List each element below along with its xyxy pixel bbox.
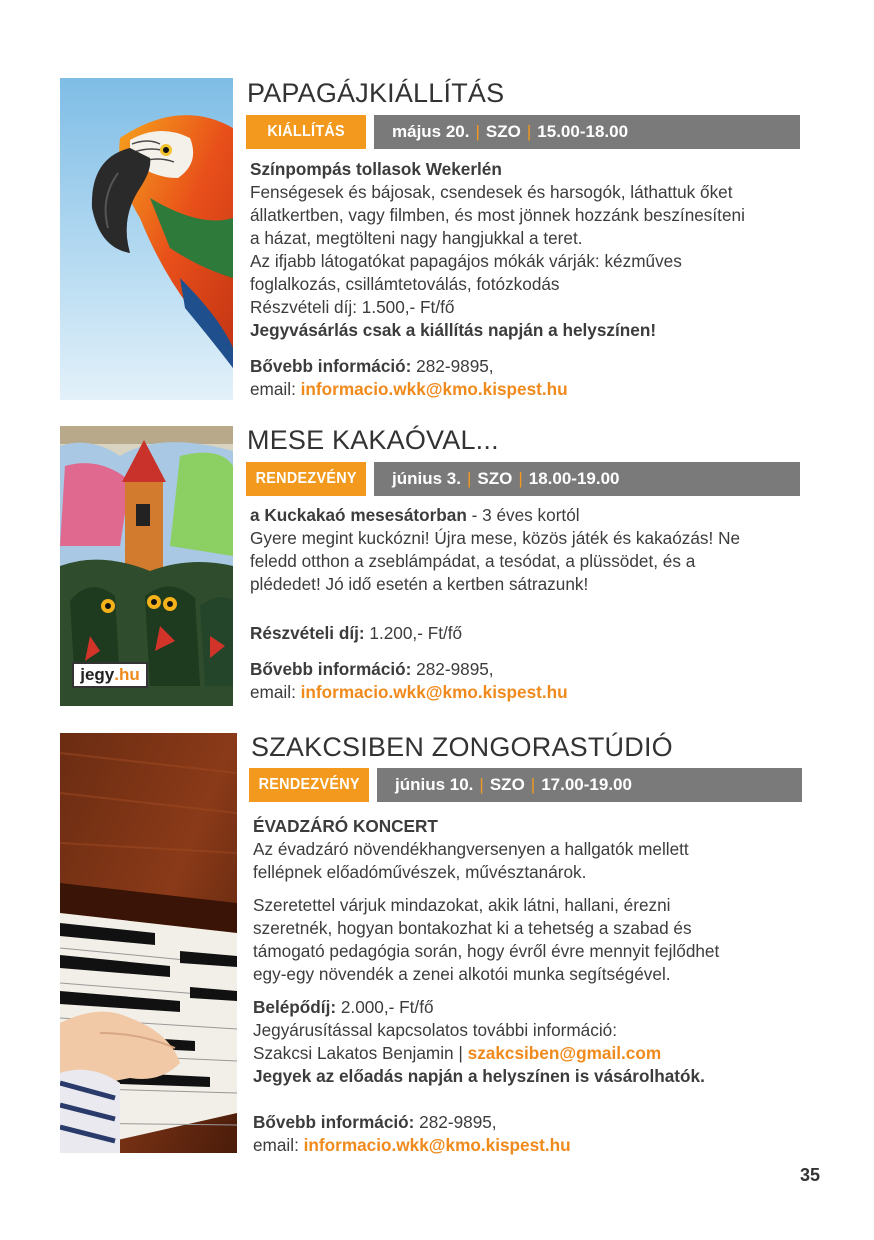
piano-photo <box>60 733 237 1153</box>
body-line: a házat, megtölteni nagy hangjukkal a teret. <box>250 228 583 248</box>
body-line: Szeretettel várjuk mindazokat, akik látni, hallani, érezni <box>253 895 671 915</box>
category-tag: RENDEZVÉNY <box>249 768 369 802</box>
phone: 282-9895, <box>416 356 494 376</box>
section-body <box>250 504 810 704</box>
email-label: email: <box>250 379 296 399</box>
fee-value: 1.200,- Ft/fő <box>369 623 463 643</box>
email-label: email: <box>250 682 296 702</box>
ticket-note: Jegyek az előadás napján a helyszínen is vásárolhatók. <box>253 1066 705 1086</box>
body-line: szeretnék, hogyan bontakozhat ki a tehetség a szabad és <box>253 918 692 938</box>
phone: 282-9895, <box>416 659 494 679</box>
category-tag: RENDEZVÉNY <box>246 462 366 496</box>
event-info-bar <box>246 115 800 149</box>
section-title: PAPAGÁJKIÁLLÍTÁS <box>247 78 505 108</box>
event-day: SZO <box>485 122 521 141</box>
body-line: foglalkozás, csillámtetoválás, fotózkodás <box>250 274 560 294</box>
contact-email-link[interactable]: szakcsiben@gmail.com <box>467 1043 662 1063</box>
body-line: Az évadzáró növendékhangversenyen a hallgatók mellett <box>253 839 689 859</box>
email-link[interactable]: informacio.wkk@kmo.kispest.hu <box>303 1135 571 1155</box>
date-time: május 20. | SZO | 15.00-18.00 <box>374 115 800 149</box>
fee-label: Részvételi díj: <box>250 623 365 643</box>
ticket-info: Jegyárusítással kapcsolatos további információ: <box>253 1020 617 1040</box>
fee-value: 2.000,- Ft/fő <box>340 997 434 1017</box>
page-number: 35 <box>799 1165 820 1185</box>
event-date: május 20. <box>392 122 470 141</box>
section-title: MESE KAKAÓVAL... <box>247 425 499 455</box>
event-time: 18.00-19.00 <box>528 469 620 488</box>
phone: 282-9895, <box>419 1112 497 1132</box>
contact-name: Szakcsi Lakatos Benjamin | <box>253 1043 468 1063</box>
age-info: - 3 éves kortól <box>466 505 580 525</box>
date-time: június 3. | SZO | 18.00-19.00 <box>374 462 800 496</box>
email-label: email: <box>253 1135 299 1155</box>
event-info-bar <box>249 768 802 802</box>
event-info-bar <box>246 462 800 496</box>
email-link[interactable]: informacio.wkk@kmo.kispest.hu <box>300 379 568 399</box>
ticket-note: Jegyvásárlás csak a kiállítás napján a helyszínen! <box>250 320 657 340</box>
body-line: fellépnek előadóművészek, művésztanárok. <box>253 862 587 882</box>
event-date: június 10. <box>395 775 474 794</box>
puppet-theater-photo <box>60 426 233 706</box>
section-body <box>253 815 813 1157</box>
body-line: Az ifjabb látogatókat papagájos mókák várják: kézműves <box>250 251 682 271</box>
email-link[interactable]: informacio.wkk@kmo.kispest.hu <box>300 682 568 702</box>
body-line: állatkertben, vagy filmben, és most jönnek hozzánk beszínesíteni <box>250 205 745 225</box>
fee-label: Belépődíj: <box>253 997 337 1017</box>
event-time: 17.00-19.00 <box>541 775 632 794</box>
event-subtitle: a Kuckakaó mesesátorban <box>250 505 467 525</box>
parrot-photo <box>60 78 233 400</box>
event-day: SZO <box>477 469 513 488</box>
more-info-label: Bővebb információ: <box>250 356 412 376</box>
section-title: SZAKCSIBEN ZONGORASTÚDIÓ <box>251 732 673 762</box>
body-line: egy-egy növendék a zenei alkotói munka segítségével. <box>253 964 671 984</box>
category-tag: KIÁLLÍTÁS <box>246 115 366 149</box>
jegy-hu-logo: jegy .hu <box>72 662 148 688</box>
body-line: plédedet! Jó idő esetén a kertben sátrazunk! <box>250 574 589 594</box>
more-info-label: Bővebb információ: <box>253 1112 415 1132</box>
body-line: Részvételi díj: 1.500,- Ft/fő <box>250 297 455 317</box>
event-subtitle: ÉVADZÁRÓ KONCERT <box>253 816 438 836</box>
body-line: Fenségesek és bájosak, csendesek és harsogók, láthattuk őket <box>250 182 733 202</box>
event-subtitle: Színpompás tollasok Wekerlén <box>250 159 502 179</box>
body-line: feledd otthon a zseblámpádat, a tesódat, a plüssödet, és a <box>250 551 696 571</box>
body-line: támogató pedagógia során, hogy évről évre mennyit fejlődhet <box>253 941 720 961</box>
event-time: 15.00-18.00 <box>537 122 629 141</box>
section-body <box>250 158 810 401</box>
event-date: június 3. <box>392 469 461 488</box>
event-day: SZO <box>489 775 525 794</box>
more-info-label: Bővebb információ: <box>250 659 412 679</box>
date-time: június 10. | SZO | 17.00-19.00 <box>377 768 802 802</box>
body-line: Gyere megint kuckózni! Újra mese, közös játék és kakaózás! Ne <box>250 528 741 548</box>
